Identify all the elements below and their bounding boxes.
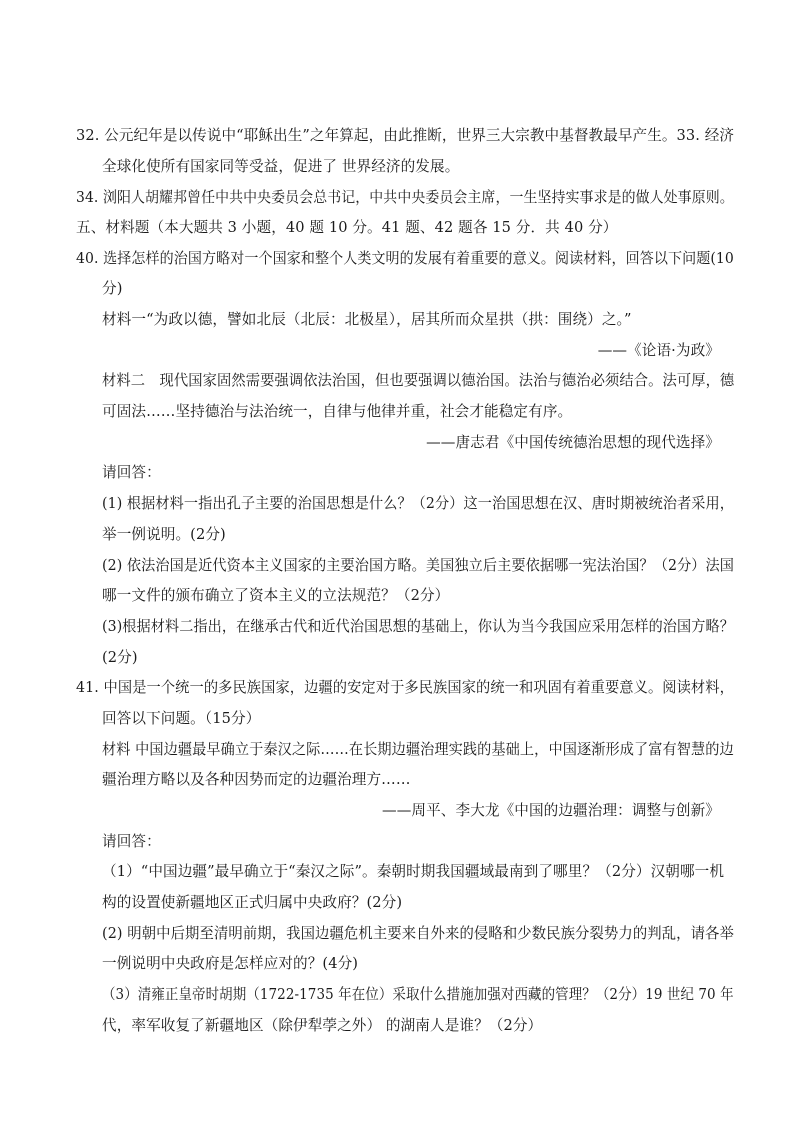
- q41-line1: 41. 中国是一个统一的多民族国家，边疆的安定对于多民族国家的统一和巩固有着重要意义。阅读材料，: [76, 679, 734, 696]
- q41-sub3-line1: （3）清雍正皇帝时胡期（1722-1735 年在位）采取什么措施加强对西藏的管理？（2分）19 世纪 70 年: [102, 986, 734, 1003]
- q41-please-answer: 请回答：: [102, 833, 161, 850]
- q40-sub2-line1: (2) 依法治国是近代资本主义国家的主要治国方略。美国独立后主要依据哪一宪法治国？（2分）法国: [102, 557, 735, 574]
- q41-sub3-line2: 代，率军收复了新疆地区（除伊犁荸之外） 的湖南人是谁？（2分）: [102, 1017, 543, 1034]
- q41-material-source: ——周平、李大龙《中国的边疆治理：调整与创新》: [382, 802, 720, 819]
- q41-sub2-line2: 一例说明中央政府是怎样应对的？(4分): [102, 955, 359, 972]
- q40-sub3-line2: (2分): [102, 649, 138, 666]
- q40-material2-line1: 材料二 现代国家固然需要强调依法治国，但也要强调以德治国。法治与德治必须结合。法可厚，德: [102, 372, 735, 389]
- q40-line2: 分): [102, 280, 123, 297]
- q41-material-line1: 材料 中国边疆最早确立于秦汉之际……在长期边疆治理实践的基础上，中国逐渐形成了富有智慧的边: [102, 741, 734, 758]
- q40-material1-source: ——《论语·为政》: [597, 342, 720, 359]
- q40-line1: 40. 选择怎样的治国方略对一个国家和整个人类文明的发展有着重要的意义。阅读材料，回答以下问题(10: [76, 250, 734, 267]
- q40-sub3-line1: (3)根据材料二指出，在继承古代和近代治国思想的基础上，你认为当今我国应采用怎样的治国方略？: [102, 618, 734, 635]
- q40-sub1-line2: 举一例说明。(2分): [102, 526, 226, 543]
- section-five-heading: 五、材料题（本大题共 3 小题，40 题 10 分。41 题、42 题各 15 分．共 40 分）: [76, 219, 618, 236]
- q33-line2: 全球化使所有国家同等受益，促进了 世界经济的发展。: [102, 158, 460, 175]
- q40-please-answer: 请回答：: [102, 464, 161, 481]
- q41-sub1-line1: （1）“中国边疆”最早确立于“秦汉之际”。秦朝时期我国疆域最南到了哪里？（2分）汉朝哪一机: [102, 863, 725, 880]
- q40-material1: 材料一“为政以德，譬如北辰（北辰：北极星），居其所而众星拱（拱：围绕）之。”: [102, 311, 632, 328]
- q40-material2-source: ——唐志君《中国传统德治思想的现代选择》: [426, 434, 720, 451]
- q40-sub1-line1: (1) 根据材料一指出孔子主要的治国思想是什么？（2分）这一治国思想在汉、唐时期被统治者采用，: [102, 495, 735, 512]
- q41-material-line2: 疆治理方略以及各种因势而定的边疆治理方……: [102, 771, 411, 788]
- q41-sub1-line2: 构的设置使新疆地区正式归属中央政府？(2分): [102, 894, 403, 911]
- q40-material2-line2: 可固法……坚持德治与法治统一，自律与他律并重，社会才能稳定有序。: [102, 403, 573, 420]
- q34-line: 34. 浏阳人胡耀邦曾任中共中央委员会总书记，中共中央委员会主席，一生坚持实事求是的做人处事原则。: [76, 189, 734, 206]
- q40-sub2-line2: 哪一文件的颁布确立了资本主义的立法规范？（2分）: [102, 587, 450, 604]
- q41-line2: 回答以下问题。（15分）: [102, 710, 261, 727]
- q32-line1: 32. 公元纪年是以传说中“耶稣出生”之年算起，由此推断，世界三大宗教中基督教最早产生。33. 经济: [76, 127, 735, 144]
- q41-sub2-line1: (2) 明朝中后期至清明前期，我国边疆危机主要来自外来的侵略和少数民族分裂势力的判乱，请各举: [102, 925, 734, 942]
